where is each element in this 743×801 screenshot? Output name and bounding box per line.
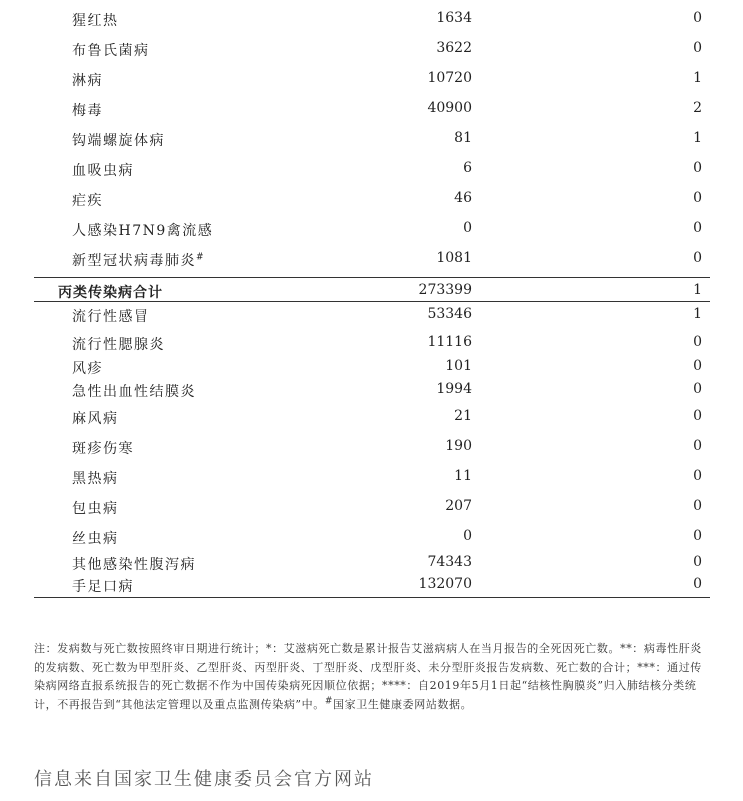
- table-row: [34, 246, 710, 270]
- disease-name: [72, 250, 205, 270]
- disease-name: 梅毒: [72, 103, 103, 119]
- death-count: 0: [693, 468, 702, 484]
- case-count: 0: [463, 220, 472, 236]
- table-row: [34, 524, 710, 548]
- disease-name: 斑疹伤寒: [72, 441, 134, 457]
- table-row: [34, 36, 710, 60]
- disease-name: 其他感染性腹泻病: [72, 557, 196, 573]
- disease-name: 血吸虫病: [72, 163, 134, 179]
- case-count: 1634: [436, 10, 472, 26]
- table-row: [34, 6, 710, 30]
- table-row: [34, 216, 710, 240]
- table-row: [34, 494, 710, 518]
- case-count: 46: [454, 190, 472, 206]
- footnote-mark: #: [324, 695, 334, 706]
- disease-name: 流行性感冒: [72, 309, 150, 325]
- case-count: 81: [454, 130, 472, 146]
- disease-name: 人感染H7N9禽流感: [72, 223, 214, 239]
- case-count: 273399: [418, 282, 472, 298]
- disease-name: 黑热病: [72, 471, 119, 487]
- case-count: 11: [454, 468, 472, 484]
- table-notes: [34, 640, 712, 714]
- case-count: 1994: [436, 381, 472, 397]
- case-count: 207: [445, 498, 472, 514]
- death-count: 0: [693, 10, 702, 26]
- case-count: 11116: [427, 334, 472, 350]
- case-count: 40900: [427, 100, 472, 116]
- death-count: 0: [693, 408, 702, 424]
- disease-name: 淋病: [72, 73, 103, 89]
- death-count: 0: [693, 334, 702, 350]
- notes-text: 注：发病数与死亡数按照终审日期进行统计；*：艾滋病死亡数是累计报告艾滋病病人在当月报告的全死因死亡数。**：病毒性肝炎的发病数、死亡数为甲型肝炎、乙型肝炎、丙型肝炎、丁型肝炎、戊型肝炎、未分型肝炎报告发病数、死亡数的合计；***：通过传染病网络直报系统报告的死亡数据不作为中国传染病死因顺位依据；****：自2019年5月1日起“结核性胸膜炎”归入肺结核分类统计，不再报告到“其他法定管理以及重点监测传染病”中。: [34, 642, 702, 711]
- table-row: [34, 377, 710, 401]
- disease-name: 疟疾: [72, 193, 103, 209]
- case-count: 1081: [436, 250, 472, 266]
- footnote-mark: #: [196, 252, 206, 263]
- disease-name-text: 新型冠状病毒肺炎: [72, 253, 196, 269]
- notes-source-text: 国家卫生健康委网站数据。: [333, 697, 473, 711]
- case-count: 101: [445, 358, 472, 374]
- disease-name: 流行性腮腺炎: [72, 337, 165, 353]
- table-row: [34, 66, 710, 90]
- death-count: 0: [693, 160, 702, 176]
- death-count: 1: [693, 282, 702, 298]
- death-count: 0: [693, 438, 702, 454]
- case-count: 6: [463, 160, 472, 176]
- table-row: [34, 330, 710, 354]
- table-row: [34, 434, 710, 458]
- death-count: 0: [693, 554, 702, 570]
- case-count: 3622: [436, 40, 472, 56]
- case-count: 0: [463, 528, 472, 544]
- disease-name: 猩红热: [72, 13, 119, 29]
- source-caption: 信息来自国家卫生健康委员会官方网站: [34, 769, 374, 790]
- disease-name: 钩端螺旋体病: [72, 133, 165, 149]
- disease-name: 丝虫病: [72, 531, 119, 547]
- death-count: 0: [693, 528, 702, 544]
- case-count: 132070: [418, 576, 472, 592]
- death-count: 0: [693, 358, 702, 374]
- death-count: 0: [693, 381, 702, 397]
- case-count: 21: [454, 408, 472, 424]
- disease-name: 风疹: [72, 361, 103, 377]
- death-count: 1: [693, 306, 702, 322]
- case-count: 10720: [427, 70, 472, 86]
- table-row: [34, 156, 710, 180]
- table-row: [34, 96, 710, 120]
- table-row: [34, 302, 710, 326]
- death-count: 0: [693, 40, 702, 56]
- death-count: 0: [693, 220, 702, 236]
- death-count: 0: [693, 190, 702, 206]
- table-row: [34, 464, 710, 488]
- disease-name: 急性出血性结膜炎: [72, 384, 196, 400]
- disease-name: 手足口病: [72, 579, 134, 595]
- death-count: 0: [693, 576, 702, 592]
- death-count: 2: [693, 100, 702, 116]
- subtotal-label: 丙类传染病合计: [58, 285, 163, 301]
- death-count: 0: [693, 250, 702, 266]
- table-row: [34, 354, 710, 378]
- table-row: [34, 550, 710, 574]
- disease-name: 布鲁氏菌病: [72, 43, 150, 59]
- table-row: [34, 404, 710, 428]
- death-count: 1: [693, 130, 702, 146]
- disease-name: 包虫病: [72, 501, 119, 517]
- notes-paragraph: [34, 640, 712, 714]
- table-row: [34, 572, 710, 596]
- table-row: [34, 126, 710, 150]
- case-count: 53346: [427, 306, 472, 322]
- disease-name: 麻风病: [72, 411, 119, 427]
- table-row: [34, 186, 710, 210]
- death-count: 1: [693, 70, 702, 86]
- death-count: 0: [693, 498, 702, 514]
- case-count: 74343: [427, 554, 472, 570]
- subtotal-row: [34, 278, 710, 302]
- table-bottom-rule: [34, 597, 710, 598]
- case-count: 190: [445, 438, 472, 454]
